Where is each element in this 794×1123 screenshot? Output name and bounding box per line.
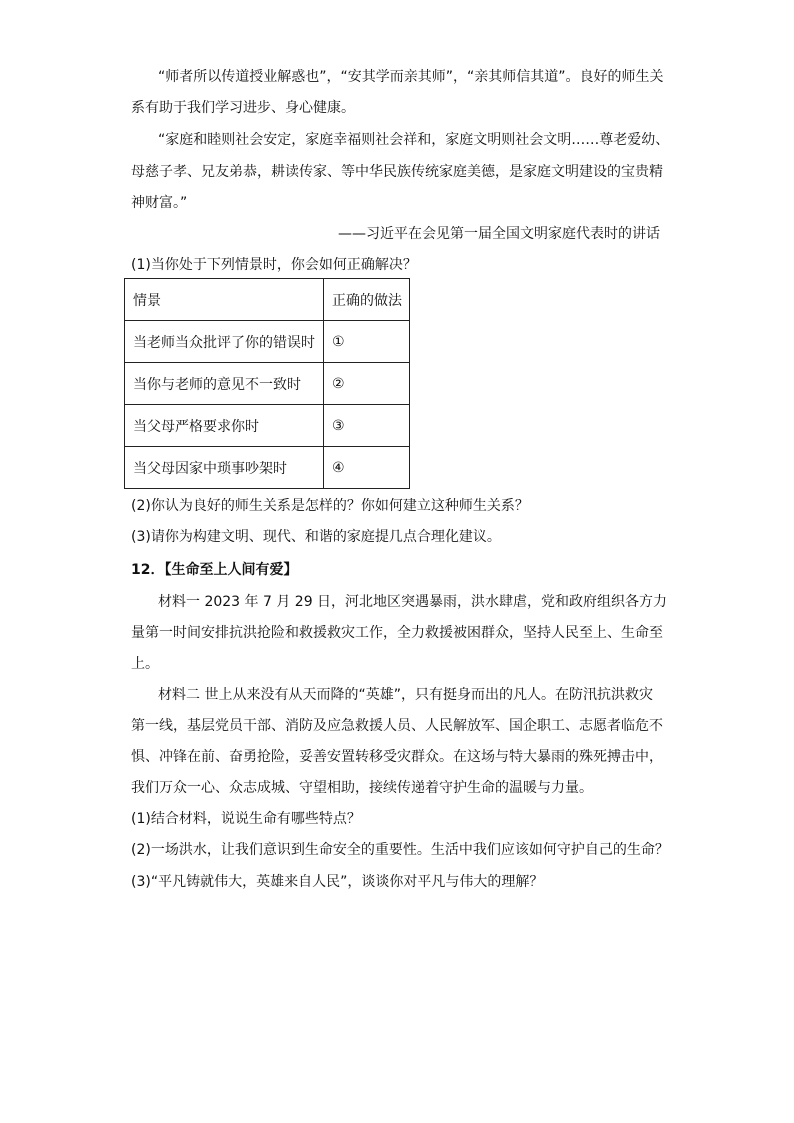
table-cell: 当父母严格要求你时 xyxy=(125,405,324,447)
question-11-1: (1)当你处于下列情景时，你会如何正确解决？ xyxy=(131,257,417,273)
paragraph-line: 惧、冲锋在前、奋勇抢险，妥善安置转移受灾群众。在这场与特大暴雨的殊死搏击中， xyxy=(131,749,663,765)
table-row xyxy=(125,321,410,363)
paragraph-line: 神财富。” xyxy=(131,195,188,211)
table-row xyxy=(125,363,410,405)
table-cell: ④ xyxy=(324,447,410,489)
table-header-row xyxy=(125,279,410,321)
table-row xyxy=(125,447,410,489)
situation-table xyxy=(124,278,410,489)
paragraph-line: 第一线，基层党员干部、消防及应急救援人员、人民解放军、国企职工、志愿者临危不 xyxy=(131,718,663,734)
paragraph-line: 材料一 2023 年 7 月 29 日，河北地区突遇暴雨，洪水肆虐，党和政府组织各方力 xyxy=(158,594,668,610)
paragraph-line: 材料二 世上从来没有从天而降的“英雄”，只有挺身而出的凡人。在防汛抗洪救灾 xyxy=(158,687,653,703)
paragraph-line: 系有助于我们学习进步、身心健康。 xyxy=(131,100,355,116)
question-12-1: (1)结合材料，说说生命有哪些特点？ xyxy=(131,811,361,827)
paragraph-line: 上。 xyxy=(131,656,159,672)
table-cell: 当父母因家中琐事吵架时 xyxy=(125,447,324,489)
paragraph-line: 母慈子孝、兄友弟恭，耕读传家、等中华民族传统家庭美德，是家庭文明建设的宝贵精 xyxy=(131,164,663,180)
question-11-2: (2)你认为良好的师生关系是怎样的？你如何建立这种师生关系？ xyxy=(131,498,529,514)
table-cell: ② xyxy=(324,363,410,405)
question-12-2: (2)一场洪水，让我们意识到生命安全的重要性。生活中我们应该如何守护自己的生命？ xyxy=(131,842,669,858)
paragraph-line: “家庭和睦则社会安定，家庭幸福则社会祥和，家庭文明则社会文明……尊老爱幼、 xyxy=(158,132,670,148)
paragraph-line: 我们万众一心、众志成城、守望相助，接续传递着守护生命的温暖与力量。 xyxy=(131,780,593,796)
question-12-title: 12．【生命至上人间有爱】 xyxy=(131,562,298,578)
table-cell: ① xyxy=(324,321,410,363)
table-header: 情景 xyxy=(125,279,324,321)
table-cell: 当老师当众批评了你的错误时 xyxy=(125,321,324,363)
question-11-3: (3)请你为构建文明、现代、和谐的家庭提几点合理化建议。 xyxy=(131,529,501,545)
quote-source: ——习近平在会见第一届全国文明家庭代表时的讲话 xyxy=(338,226,660,242)
table-cell: ③ xyxy=(324,405,410,447)
table-row xyxy=(125,405,410,447)
table-header: 正确的做法 xyxy=(324,279,410,321)
paragraph-line: 量第一时间安排抗洪抢险和救援救灾工作，全力救援被困群众，坚持人民至上、生命至 xyxy=(131,625,663,641)
table-cell: 当你与老师的意见不一致时 xyxy=(125,363,324,405)
paragraph-line: “师者所以传道授业解惑也”，“安其学而亲其师”，“亲其师信其道”。良好的师生关 xyxy=(158,69,664,85)
question-12-3: (3)“平凡铸就伟大，英雄来自人民”，谈谈你对平凡与伟大的理解？ xyxy=(131,874,544,890)
